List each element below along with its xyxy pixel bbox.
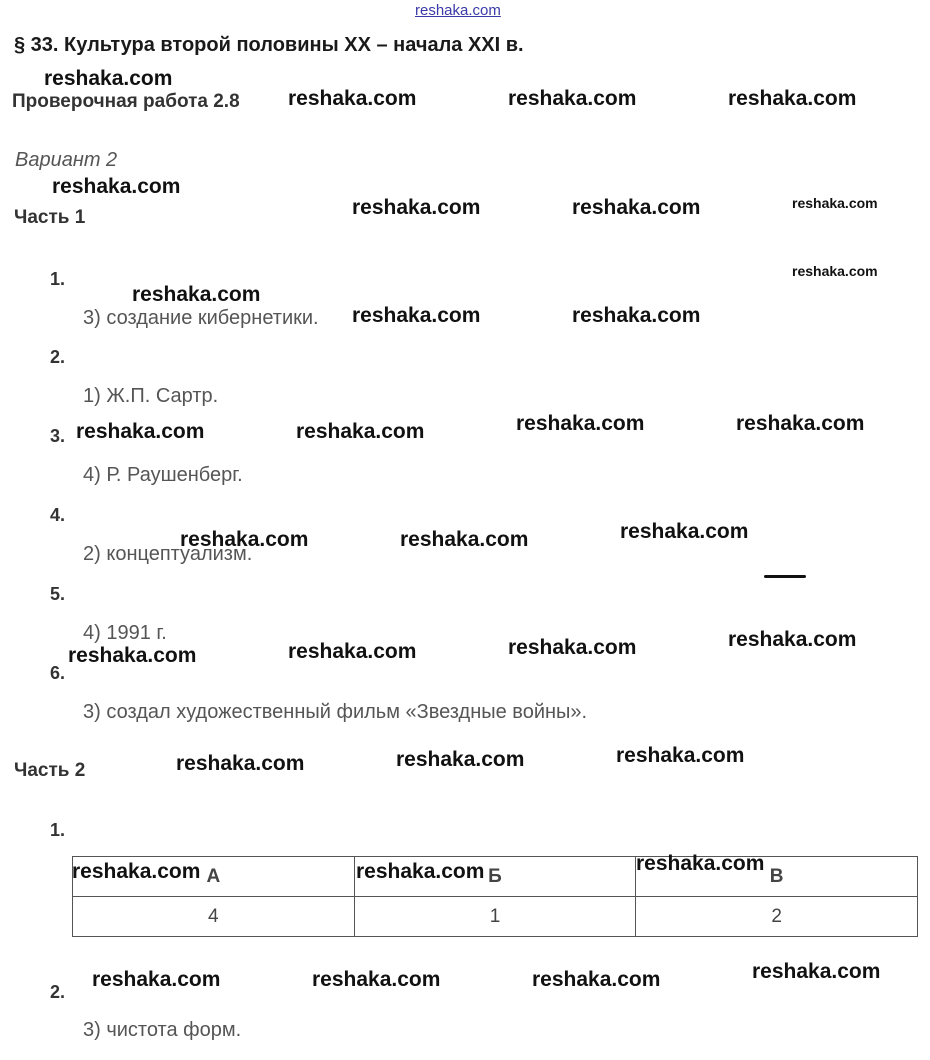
part1-q1-number: 1. xyxy=(50,269,66,289)
part1-q5-number: 5. xyxy=(50,584,66,604)
watermark: reshaka.com xyxy=(288,87,417,110)
site-header-link[interactable]: reshaka.com xyxy=(415,2,501,19)
part1-q4-number: 4. xyxy=(50,505,66,525)
table-cell: 1 xyxy=(354,897,636,937)
part1-q4-answer: 2) концептуализм. xyxy=(83,543,253,565)
watermark: reshaka.com xyxy=(636,852,765,875)
watermark: reshaka.com xyxy=(176,752,305,775)
watermark: reshaka.com xyxy=(356,860,485,883)
watermark: reshaka.com xyxy=(92,968,221,991)
table-cell: 2 xyxy=(636,897,918,937)
watermark: reshaka.com xyxy=(296,420,425,443)
pen-stroke-mark xyxy=(764,575,806,578)
watermark: reshaka.com xyxy=(516,412,645,435)
table-header-cell: А xyxy=(73,857,355,897)
part1-q3-number: 3. xyxy=(50,426,66,446)
watermark: reshaka.com xyxy=(76,420,205,443)
watermark: reshaka.com xyxy=(572,196,701,219)
watermark: reshaka.com xyxy=(792,263,878,279)
watermark: reshaka.com xyxy=(132,283,261,306)
part1-q5-answer: 4) 1991 г. xyxy=(83,622,167,644)
watermark: reshaka.com xyxy=(620,520,749,543)
variant-label: Вариант 2 xyxy=(15,149,118,171)
part2-q2-answer: 3) чистота форм. xyxy=(83,1019,242,1041)
watermark: reshaka.com xyxy=(180,528,309,551)
watermark: reshaka.com xyxy=(288,640,417,663)
table-header-cell: В xyxy=(636,857,918,897)
watermark: reshaka.com xyxy=(728,87,857,110)
part1-q2-answer: 1) Ж.П. Сартр. xyxy=(83,385,219,407)
watermark: reshaka.com xyxy=(352,304,481,327)
table-header-cell: Б xyxy=(354,857,636,897)
watermark: reshaka.com xyxy=(532,968,661,991)
watermark: reshaka.com xyxy=(68,644,197,667)
part1-q6-answer: 3) создал художественный фильм «Звездные войны». xyxy=(83,701,588,723)
part2-label: Часть 2 xyxy=(14,760,86,781)
watermark: reshaka.com xyxy=(792,195,878,211)
worksheet-subtitle: Проверочная работа 2.8 xyxy=(12,91,240,112)
part1-label: Часть 1 xyxy=(14,207,86,228)
watermark: reshaka.com xyxy=(572,304,701,327)
watermark: reshaka.com xyxy=(752,960,881,983)
part2-q1-number: 1. xyxy=(50,820,66,840)
page-title: § 33. Культура второй половины XX – начала XXI в. xyxy=(14,34,524,56)
watermark: reshaka.com xyxy=(352,196,481,219)
part2-q2-number: 2. xyxy=(50,982,66,1002)
part1-q3-answer: 4) Р. Раушенберг. xyxy=(83,464,243,486)
part1-q6-number: 6. xyxy=(50,663,66,683)
watermark: reshaka.com xyxy=(400,528,529,551)
table-cell: 4 xyxy=(73,897,355,937)
part1-q1-answer: 3) создание кибернетики. xyxy=(83,307,319,329)
watermark: reshaka.com xyxy=(728,628,857,651)
watermark: reshaka.com xyxy=(736,412,865,435)
watermark: reshaka.com xyxy=(52,175,181,198)
watermark: reshaka.com xyxy=(508,636,637,659)
watermark: reshaka.com xyxy=(616,744,745,767)
part1-q2-number: 2. xyxy=(50,347,66,367)
watermark: reshaka.com xyxy=(312,968,441,991)
table-row xyxy=(73,897,918,937)
watermark: reshaka.com xyxy=(72,860,201,883)
watermark: reshaka.com xyxy=(396,748,525,771)
watermark: reshaka.com xyxy=(44,67,173,90)
watermark: reshaka.com xyxy=(508,87,637,110)
